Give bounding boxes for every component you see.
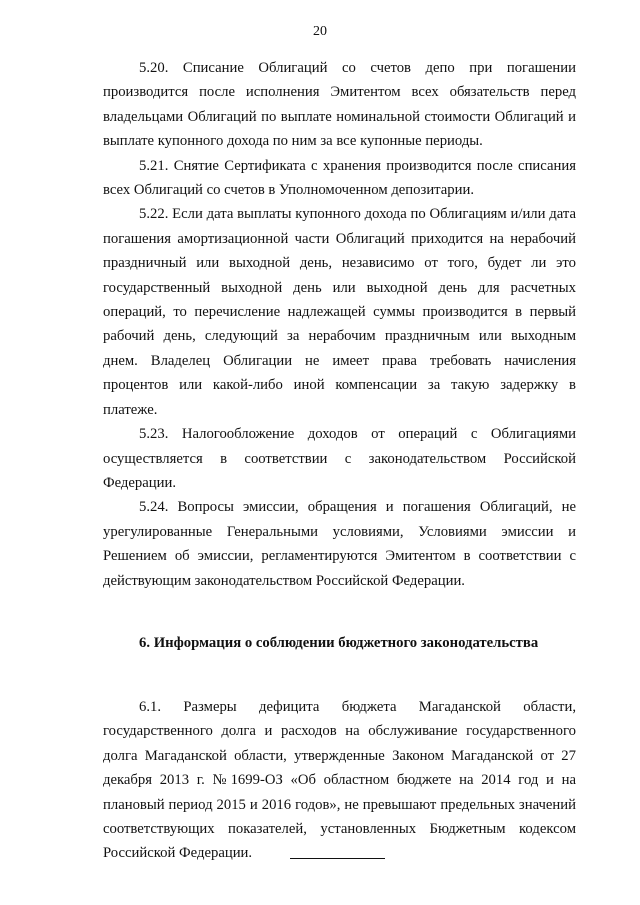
section-heading: 6. Информация о соблюдении бюджетного законодательства xyxy=(139,634,539,651)
paragraph-5-21: 5.21. Снятие Сертификата с хранения производится после списания всех Облигаций со счетов в Уполномоченном депозитарии. xyxy=(103,157,576,199)
paragraph-5-23: 5.23. Налогообложение доходов от операций с Облигациями осуществляется в соответствии с законодательством Российской Федерации. xyxy=(103,426,576,491)
paragraph-6-1: 6.1. Размеры дефицита бюджета Магаданской области, государственного долга и расходов на обслуживание государственного долга Магаданской области, утвержденные Законом Магаданской от 27 декабря 2013 г. №1699-ОЗ «Об областном бюджете на 2014 год и на плановый период 2015 и 2016 годов», не превышают предельных значений соответствующих показателей, установленных Бюджетным кодексом Российской Федерации. xyxy=(103,698,576,862)
paragraph-5-22: 5.22. Если дата выплаты купонного дохода по Облигациям и/или дата погашения амортизационной части Облигаций приходится на нерабочий праздничный или выходной день, независимо от того, будет ли это государственный выходной день или выходной день для расчетных операций, то перечисление надлежащей суммы производится в первый рабочий день, следующий за нерабочим праздничным или выходным днем. Владелец Облигации не имеет права требовать начисления процентов или какой-либо иной компенсации за такую задержку в платеже. xyxy=(103,206,576,418)
end-divider xyxy=(290,858,385,859)
paragraph-5-20: 5.20. Списание Облигаций со счетов депо при погашении производится после исполнения Эмитентом всех обязательств перед владельцами Облигаций по выплате номинальной стоимости Облигаций и выплате купонного дохода по ним за все купонные периоды. xyxy=(103,60,576,150)
paragraph-5-24: 5.24. Вопросы эмиссии, обращения и погашения Облигаций, не урегулированные Генеральными условиями, Условиями эмиссии и Решением об эмиссии, регламентируются Эмитентом в соответствии с действующим законодательством Российской Федерации. xyxy=(103,499,576,589)
page-number: 20 xyxy=(313,24,327,39)
document-body xyxy=(103,56,576,866)
